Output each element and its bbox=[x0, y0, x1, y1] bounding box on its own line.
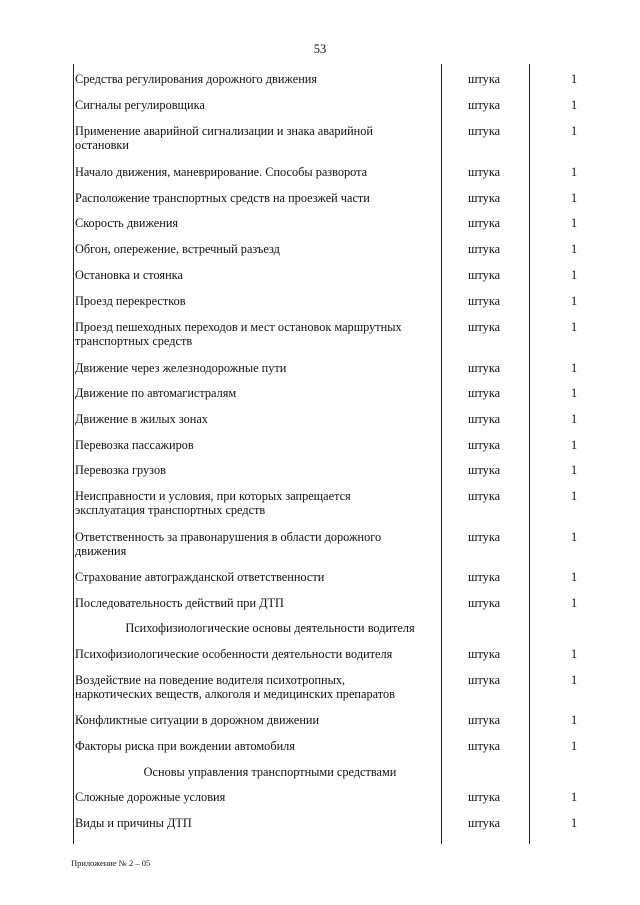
item-quantity: 1 bbox=[571, 816, 578, 830]
item-name: Движение через железнодорожные пути bbox=[75, 361, 287, 375]
item-name: Расположение транспортных средств на проезжей части bbox=[75, 191, 370, 205]
item-unit: штука bbox=[468, 647, 501, 661]
item-quantity: 1 bbox=[571, 647, 578, 661]
item-name: Движение в жилых зонах bbox=[75, 412, 208, 426]
item-name: Страхование автогражданской ответственности bbox=[75, 570, 325, 584]
item-unit: штука bbox=[468, 816, 501, 830]
item-unit: штука bbox=[468, 165, 501, 179]
item-unit: штука bbox=[468, 361, 501, 375]
item-unit: штука bbox=[468, 713, 501, 727]
page-number: 53 bbox=[313, 42, 327, 56]
item-unit: штука bbox=[468, 386, 501, 400]
item-quantity: 1 bbox=[571, 165, 578, 179]
item-quantity: 1 bbox=[571, 216, 578, 230]
item-quantity: 1 bbox=[571, 713, 578, 727]
item-name: Проезд пешеходных переходов и мест остановок маршрутных транспортных средств bbox=[75, 320, 402, 348]
section-heading: Психофизиологические основы деятельности водителя bbox=[125, 621, 415, 635]
item-quantity: 1 bbox=[571, 268, 578, 282]
item-quantity: 1 bbox=[571, 673, 578, 687]
item-unit: штука bbox=[468, 739, 501, 753]
item-quantity: 1 bbox=[571, 361, 578, 375]
item-unit: штука bbox=[468, 242, 501, 256]
item-quantity: 1 bbox=[571, 790, 578, 804]
item-unit: штука bbox=[468, 268, 501, 282]
item-unit: штука bbox=[468, 596, 501, 610]
item-name: Сложные дорожные условия bbox=[75, 790, 226, 804]
item-unit: штука bbox=[468, 412, 501, 426]
item-name: Виды и причины ДТП bbox=[75, 816, 192, 830]
item-quantity: 1 bbox=[571, 124, 578, 138]
item-name: Конфликтные ситуации в дорожном движении bbox=[75, 713, 320, 727]
item-unit: штука bbox=[468, 463, 501, 477]
item-unit: штука bbox=[468, 294, 501, 308]
item-unit: штука bbox=[468, 124, 501, 138]
item-quantity: 1 bbox=[571, 72, 578, 86]
item-quantity: 1 bbox=[571, 596, 578, 610]
item-quantity: 1 bbox=[571, 386, 578, 400]
item-unit: штука bbox=[468, 320, 501, 334]
table-border-qty bbox=[529, 64, 530, 844]
item-name: Сигналы регулировщика bbox=[75, 98, 205, 112]
item-name: Обгон, опережение, встречный разъезд bbox=[75, 242, 280, 256]
item-unit: штука bbox=[468, 673, 501, 687]
item-name: Проезд перекрестков bbox=[75, 294, 186, 308]
item-name: Последовательность действий при ДТП bbox=[75, 596, 284, 610]
footer-note: Приложение № 2 – 05 bbox=[71, 858, 151, 868]
item-name: Остановка и стоянка bbox=[75, 268, 183, 282]
item-quantity: 1 bbox=[571, 98, 578, 112]
item-name: Скорость движения bbox=[75, 216, 179, 230]
item-unit: штука bbox=[468, 530, 501, 544]
item-name: Неисправности и условия, при которых запрещается эксплуатация транспортных средств bbox=[75, 489, 351, 517]
item-unit: штука bbox=[468, 191, 501, 205]
item-name: Движение по автомагистралям bbox=[75, 386, 237, 400]
section-heading: Основы управления транспортными средствами bbox=[143, 765, 397, 779]
item-quantity: 1 bbox=[571, 242, 578, 256]
item-name: Начало движения, маневрирование. Способы разворота bbox=[75, 165, 368, 179]
item-unit: штука bbox=[468, 98, 501, 112]
item-name: Воздействие на поведение водителя психотропных, наркотических веществ, алкоголя и медицинских препаратов bbox=[75, 673, 395, 701]
item-unit: штука bbox=[468, 489, 501, 503]
item-quantity: 1 bbox=[571, 489, 578, 503]
item-unit: штука bbox=[468, 216, 501, 230]
item-name: Факторы риска при вождении автомобиля bbox=[75, 739, 295, 753]
table-border-left bbox=[73, 64, 74, 844]
item-unit: штука bbox=[468, 438, 501, 452]
item-unit: штука bbox=[468, 790, 501, 804]
item-quantity: 1 bbox=[571, 294, 578, 308]
item-unit: штука bbox=[468, 72, 501, 86]
item-name: Ответственность за правонарушения в области дорожного движения bbox=[75, 530, 382, 558]
item-quantity: 1 bbox=[571, 463, 578, 477]
item-unit: штука bbox=[468, 570, 501, 584]
item-quantity: 1 bbox=[571, 191, 578, 205]
table-border-unit bbox=[441, 64, 442, 844]
item-name: Применение аварийной сигнализации и знака аварийной остановки bbox=[75, 124, 373, 152]
item-quantity: 1 bbox=[571, 530, 578, 544]
item-name: Перевозка грузов bbox=[75, 463, 166, 477]
item-name: Перевозка пассажиров bbox=[75, 438, 194, 452]
item-quantity: 1 bbox=[571, 412, 578, 426]
item-quantity: 1 bbox=[571, 438, 578, 452]
item-name: Психофизиологические особенности деятельности водителя bbox=[75, 647, 393, 661]
item-quantity: 1 bbox=[571, 570, 578, 584]
item-quantity: 1 bbox=[571, 320, 578, 334]
item-name: Средства регулирования дорожного движения bbox=[75, 72, 318, 86]
item-quantity: 1 bbox=[571, 739, 578, 753]
